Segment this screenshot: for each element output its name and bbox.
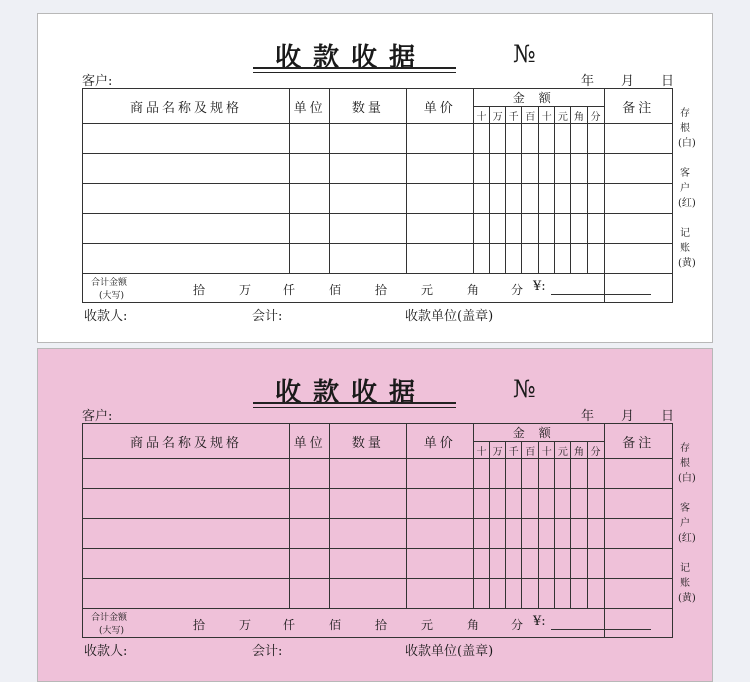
table-cell[interactable] xyxy=(539,549,555,579)
table-cell[interactable] xyxy=(506,489,522,519)
total-remarks-cell xyxy=(604,274,672,303)
table-cell[interactable] xyxy=(587,214,604,244)
copy-label-customer: 客户(红) xyxy=(678,503,696,544)
date-day: 日 xyxy=(661,409,675,424)
copy-label-customer: 客户(红) xyxy=(678,168,696,209)
table-row xyxy=(83,244,673,274)
amount-digit-header: 十 xyxy=(539,107,555,124)
amount-digit-header: 千 xyxy=(506,442,522,459)
title-underline xyxy=(253,402,456,404)
header-amount: 金额 xyxy=(473,424,604,442)
table-cell[interactable] xyxy=(506,124,522,154)
table-cell[interactable] xyxy=(571,519,587,549)
table-cell[interactable] xyxy=(490,459,506,489)
table-cell[interactable] xyxy=(539,214,555,244)
table-cell[interactable] xyxy=(406,244,473,274)
number-symbol: № xyxy=(513,40,536,68)
table-cell[interactable] xyxy=(587,459,604,489)
table-cell[interactable] xyxy=(490,154,506,184)
table-cell[interactable] xyxy=(604,519,672,549)
table-cell[interactable] xyxy=(473,124,489,154)
total-unit-label: 万 xyxy=(239,618,252,632)
receipt-table xyxy=(82,88,673,303)
table-row xyxy=(83,154,673,184)
table-cell[interactable] xyxy=(522,154,539,184)
table-cell[interactable] xyxy=(290,184,330,214)
table-cell[interactable] xyxy=(330,244,406,274)
payee-label: 收款人: xyxy=(84,644,128,659)
table-cell[interactable] xyxy=(555,459,571,489)
total-unit-label: 佰 xyxy=(329,283,342,297)
table-cell[interactable] xyxy=(473,549,489,579)
total-unit-label: 佰 xyxy=(329,618,342,632)
table-cell[interactable] xyxy=(290,549,330,579)
table-cell[interactable] xyxy=(290,489,330,519)
table-cell[interactable] xyxy=(473,154,489,184)
table-cell[interactable] xyxy=(539,154,555,184)
amount-digit-header: 分 xyxy=(587,107,604,124)
table-cell[interactable] xyxy=(522,579,539,609)
table-cell[interactable] xyxy=(555,124,571,154)
amount-digit-header: 十 xyxy=(473,107,489,124)
header-amount: 金额 xyxy=(473,89,604,107)
receipt-sheet-white xyxy=(37,13,713,343)
copy-label-accounting: 记账(黄) xyxy=(678,563,696,604)
table-cell[interactable] xyxy=(490,184,506,214)
table-cell[interactable] xyxy=(587,579,604,609)
table-cell[interactable] xyxy=(490,214,506,244)
receipt-table xyxy=(82,423,673,638)
table-cell[interactable] xyxy=(83,214,290,244)
total-unit-label: 仟 xyxy=(283,283,296,297)
table-cell[interactable] xyxy=(522,489,539,519)
table-cell[interactable] xyxy=(506,579,522,609)
table-cell[interactable] xyxy=(555,579,571,609)
table-cell[interactable] xyxy=(406,184,473,214)
receipt-sheet-pink xyxy=(37,348,713,682)
total-unit-label: 拾 xyxy=(375,618,388,632)
table-row xyxy=(83,214,673,244)
title-underline-thin xyxy=(253,72,456,73)
table-cell[interactable] xyxy=(571,244,587,274)
title-underline-thin xyxy=(253,407,456,408)
table-cell[interactable] xyxy=(587,124,604,154)
table-cell[interactable] xyxy=(571,184,587,214)
table-cell[interactable] xyxy=(473,184,489,214)
amount-digit-header: 元 xyxy=(555,442,571,459)
table-cell[interactable] xyxy=(330,489,406,519)
table-cell[interactable] xyxy=(604,549,672,579)
header-remarks: 备注 xyxy=(604,424,672,459)
table-row xyxy=(83,579,673,609)
table-cell[interactable] xyxy=(571,579,587,609)
table-cell[interactable] xyxy=(290,214,330,244)
table-cell[interactable] xyxy=(539,579,555,609)
table-cell[interactable] xyxy=(587,244,604,274)
table-cell[interactable] xyxy=(290,579,330,609)
amount-line xyxy=(551,294,651,295)
table-cell[interactable] xyxy=(330,459,406,489)
table-cell[interactable] xyxy=(587,154,604,184)
table-cell[interactable] xyxy=(587,184,604,214)
table-cell[interactable] xyxy=(473,489,489,519)
total-unit-label: 万 xyxy=(239,283,252,297)
customer-label: 客户: xyxy=(82,409,113,424)
table-cell[interactable] xyxy=(83,244,290,274)
table-cell[interactable] xyxy=(555,549,571,579)
table-cell[interactable] xyxy=(539,459,555,489)
total-unit-label: 分 xyxy=(511,283,524,297)
table-row xyxy=(83,549,673,579)
amount-digit-header: 十 xyxy=(473,442,489,459)
table-cell[interactable] xyxy=(490,579,506,609)
payee-label: 收款人: xyxy=(84,309,128,324)
total-unit-label: 元 xyxy=(421,283,434,297)
table-cell[interactable] xyxy=(83,549,290,579)
table-cell[interactable] xyxy=(83,579,290,609)
table-cell[interactable] xyxy=(506,549,522,579)
total-unit-label: 仟 xyxy=(283,618,296,632)
table-cell[interactable] xyxy=(522,549,539,579)
accountant-label: 会计: xyxy=(252,309,283,324)
header-item: 商品名称及规格 xyxy=(83,89,290,124)
customer-label: 客户: xyxy=(82,74,113,89)
total-unit-label: 分 xyxy=(511,618,524,632)
header-price: 单价 xyxy=(406,424,473,459)
table-cell[interactable] xyxy=(473,579,489,609)
currency-symbol: ¥: xyxy=(533,279,546,294)
table-cell[interactable] xyxy=(490,519,506,549)
table-cell[interactable] xyxy=(522,244,539,274)
header-qty: 数量 xyxy=(330,424,406,459)
table-cell[interactable] xyxy=(555,154,571,184)
table-cell[interactable] xyxy=(539,519,555,549)
table-cell[interactable] xyxy=(330,124,406,154)
number-symbol: № xyxy=(513,375,536,403)
table-cell[interactable] xyxy=(490,124,506,154)
table-cell[interactable] xyxy=(571,154,587,184)
total-unit-label: 元 xyxy=(421,618,434,632)
date-day: 日 xyxy=(661,74,675,89)
table-cell[interactable] xyxy=(290,459,330,489)
table-cell[interactable] xyxy=(604,489,672,519)
table-cell[interactable] xyxy=(571,459,587,489)
amount-digit-header: 百 xyxy=(522,442,539,459)
table-cell[interactable] xyxy=(555,489,571,519)
table-cell[interactable] xyxy=(330,214,406,244)
table-cell[interactable] xyxy=(571,549,587,579)
date-year: 年 xyxy=(581,409,595,424)
amount-digit-header: 元 xyxy=(555,107,571,124)
table-cell[interactable] xyxy=(406,124,473,154)
amount-digit-header: 角 xyxy=(571,107,587,124)
table-cell[interactable] xyxy=(83,519,290,549)
table-cell[interactable] xyxy=(83,154,290,184)
header-qty: 数量 xyxy=(330,89,406,124)
table-cell[interactable] xyxy=(587,489,604,519)
total-remarks-cell xyxy=(604,609,672,638)
table-cell[interactable] xyxy=(604,154,672,184)
date-month: 月 xyxy=(621,74,635,89)
total-label-sub: (大写) xyxy=(99,291,125,301)
total-label: 合计金额 xyxy=(91,613,128,623)
table-cell[interactable] xyxy=(539,184,555,214)
date-year: 年 xyxy=(581,74,595,89)
table-cell[interactable] xyxy=(290,154,330,184)
table-row xyxy=(83,184,673,214)
table-cell[interactable] xyxy=(290,244,330,274)
table-cell[interactable] xyxy=(330,184,406,214)
table-cell[interactable] xyxy=(506,154,522,184)
table-cell[interactable] xyxy=(555,244,571,274)
total-unit-label: 拾 xyxy=(193,618,206,632)
table-cell[interactable] xyxy=(490,244,506,274)
header-unit: 单位 xyxy=(290,424,330,459)
amount-digit-header: 万 xyxy=(490,107,506,124)
table-cell[interactable] xyxy=(506,459,522,489)
table-cell[interactable] xyxy=(83,489,290,519)
header-unit: 单位 xyxy=(290,89,330,124)
table-cell[interactable] xyxy=(330,154,406,184)
table-row xyxy=(83,124,673,154)
table-cell[interactable] xyxy=(522,459,539,489)
table-cell[interactable] xyxy=(473,459,489,489)
table-cell[interactable] xyxy=(522,214,539,244)
table-row xyxy=(83,519,673,549)
total-unit-label: 角 xyxy=(467,283,480,297)
amount-digit-header: 分 xyxy=(587,442,604,459)
table-cell[interactable] xyxy=(506,244,522,274)
table-cell[interactable] xyxy=(604,184,672,214)
table-cell[interactable] xyxy=(555,214,571,244)
date-month: 月 xyxy=(621,409,635,424)
table-cell[interactable] xyxy=(330,519,406,549)
table-cell[interactable] xyxy=(555,184,571,214)
header-item: 商品名称及规格 xyxy=(83,424,290,459)
table-cell[interactable] xyxy=(604,124,672,154)
header-price: 单价 xyxy=(406,89,473,124)
table-cell[interactable] xyxy=(490,549,506,579)
table-cell[interactable] xyxy=(571,124,587,154)
table-cell[interactable] xyxy=(406,489,473,519)
table-cell[interactable] xyxy=(506,519,522,549)
table-cell[interactable] xyxy=(473,519,489,549)
form-title: 收款收据 xyxy=(275,43,428,73)
unit-seal-label: 收款单位(盖章) xyxy=(405,644,494,659)
unit-seal-label: 收款单位(盖章) xyxy=(405,309,494,324)
table-row xyxy=(83,459,673,489)
amount-digit-header: 千 xyxy=(506,107,522,124)
accountant-label: 会计: xyxy=(252,644,283,659)
table-cell[interactable] xyxy=(555,519,571,549)
table-cell[interactable] xyxy=(571,489,587,519)
table-row xyxy=(83,489,673,519)
total-unit-label: 拾 xyxy=(375,283,388,297)
table-cell[interactable] xyxy=(604,244,672,274)
table-cell[interactable] xyxy=(604,579,672,609)
total-unit-label: 拾 xyxy=(193,283,206,297)
amount-digit-header: 十 xyxy=(539,442,555,459)
table-cell[interactable] xyxy=(406,549,473,579)
currency-symbol: ¥: xyxy=(533,614,546,629)
table-cell[interactable] xyxy=(406,459,473,489)
table-cell[interactable] xyxy=(330,579,406,609)
table-cell[interactable] xyxy=(539,489,555,519)
table-cell[interactable] xyxy=(83,184,290,214)
amount-digit-header: 角 xyxy=(571,442,587,459)
amount-line xyxy=(551,629,651,630)
form-title: 收款收据 xyxy=(275,378,428,408)
header-remarks: 备注 xyxy=(604,89,672,124)
table-cell[interactable] xyxy=(406,579,473,609)
table-cell[interactable] xyxy=(539,244,555,274)
table-cell[interactable] xyxy=(506,184,522,214)
table-cell[interactable] xyxy=(604,459,672,489)
table-cell[interactable] xyxy=(473,244,489,274)
table-cell[interactable] xyxy=(490,489,506,519)
table-cell[interactable] xyxy=(539,124,555,154)
total-row xyxy=(83,609,605,638)
table-cell[interactable] xyxy=(522,519,539,549)
table-cell[interactable] xyxy=(604,214,672,244)
table-cell[interactable] xyxy=(406,519,473,549)
copy-label-accounting: 记账(黄) xyxy=(678,228,696,269)
table-cell[interactable] xyxy=(290,519,330,549)
amount-digit-header: 百 xyxy=(522,107,539,124)
table-cell[interactable] xyxy=(587,519,604,549)
copy-label-stub: 存根(白) xyxy=(678,443,696,484)
amount-digit-header: 万 xyxy=(490,442,506,459)
total-label: 合计金额 xyxy=(91,278,128,288)
table-cell[interactable] xyxy=(587,549,604,579)
table-cell[interactable] xyxy=(330,549,406,579)
table-cell[interactable] xyxy=(571,214,587,244)
total-row xyxy=(83,274,605,303)
total-label-sub: (大写) xyxy=(99,626,125,636)
table-cell[interactable] xyxy=(83,124,290,154)
table-cell[interactable] xyxy=(522,124,539,154)
table-cell[interactable] xyxy=(83,459,290,489)
table-cell[interactable] xyxy=(290,124,330,154)
table-cell[interactable] xyxy=(406,214,473,244)
title-underline xyxy=(253,67,456,69)
table-cell[interactable] xyxy=(406,154,473,184)
table-cell[interactable] xyxy=(522,184,539,214)
total-unit-label: 角 xyxy=(467,618,480,632)
table-cell[interactable] xyxy=(506,214,522,244)
table-cell[interactable] xyxy=(473,214,489,244)
copy-label-stub: 存根(白) xyxy=(678,108,696,149)
